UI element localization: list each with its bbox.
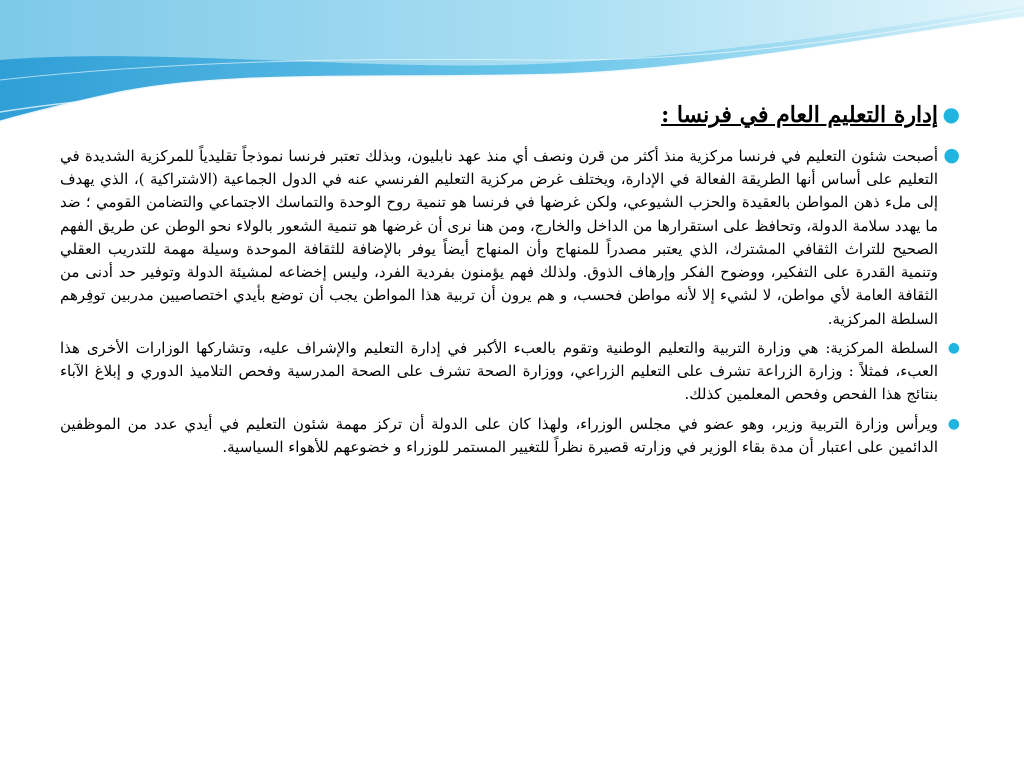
bullet-dot-icon: ● xyxy=(947,339,960,356)
bullet-dot-icon: ● xyxy=(943,143,960,166)
paragraph-text: السلطة المركزية: هي وزارة التربية والتعليم الوطنية وتقوم بالعبء الأكبر في إدارة التعليم والإشراف عليه، وتشاركها الوزارات الأخرى هذا العبء، فمثلاً : وزارة الزراعة تشرف على التعليم الزراعي، ووزارة الصحة تشرف على الصحة المدرسية وفحص التلاميذ الدوري و إبلاغ الآباء بنتائج هذا الفحص وفحص المعلمين كذلك. xyxy=(60,338,939,404)
slide-title-item xyxy=(60,100,960,131)
paragraph-item xyxy=(60,143,960,331)
paragraph-item xyxy=(60,337,960,407)
bullet-dot-icon: ● xyxy=(947,415,960,432)
paragraph-text: أصبحت شئون التعليم في فرنسا مركزية منذ أكثر من قرن ونصف أي منذ عهد نابليون، وبذلك تعتبر فرنسا نموذجاً تقليدياً للمركزية الشديدة في التعليم على أساس أنها الطريقة الفعالة في الإدارة، ويختلف غرض مركزية التعليم الفرنسي عنه في الدول الجماعية (الاشتراكية )، الذي يهدف إلى ملء ذهن المواطن بالعقيدة والحزب الشيوعي، ولكن غرضها في فرنسا هو تنمية روح الوحدة والتماسك الاجتماعي والتضامن القومي ؛ ضد ما يهدد سلامة الدولة، وتحافظ على استقرارها من الداخل والخارج، ومن هنا نرى أن غرضها هو تنمية الشعور بالولاء نحو الوطن عن طريق الفهم الصحيح للتراث الثقافي المشترك، الذي يعتبر مصدراً للمنهاج وأن المنهاج أيضاً يوفر بالإضافة للثقافة الموحدة وسيلة مهمة للتدريب العقلي وتنمية القدرة على التفكير، ووضوح الفكر وإرهاف الذوق. ولذلك فهم يؤمنون بفردية الفرد، وليس إخضاعه لمشيئة الدولة وتوفير حد أدنى من الثقافة العامة لأي مواطن، لا لشيء إلا لأنه مواطن فحسب، و هم يرون أن تربية هذا المواطن يجب أن توضع بأيدي اختصاصيين مدربين توفِرهم السلطة المركزية. xyxy=(60,146,938,328)
slide-content xyxy=(60,100,960,465)
slide-title: إدارة التعليم العام في فرنسا : xyxy=(661,102,938,128)
bullet-dot-icon: ● xyxy=(942,102,960,126)
paragraph-item xyxy=(60,413,960,460)
paragraph-text: ويرأس وزارة التربية وزير، وهو عضو في مجلس الوزراء، ولهذا كان على الدولة أن تركز مهمة شئون التعليم في أيدي عدد من الموظفين الدائمين على اعتبار أن مدة بقاء الوزير في وزارته قصيرة نظراً للتغيير المستمر للوزراء و خضوعهم للأهواء السياسية. xyxy=(60,414,938,456)
